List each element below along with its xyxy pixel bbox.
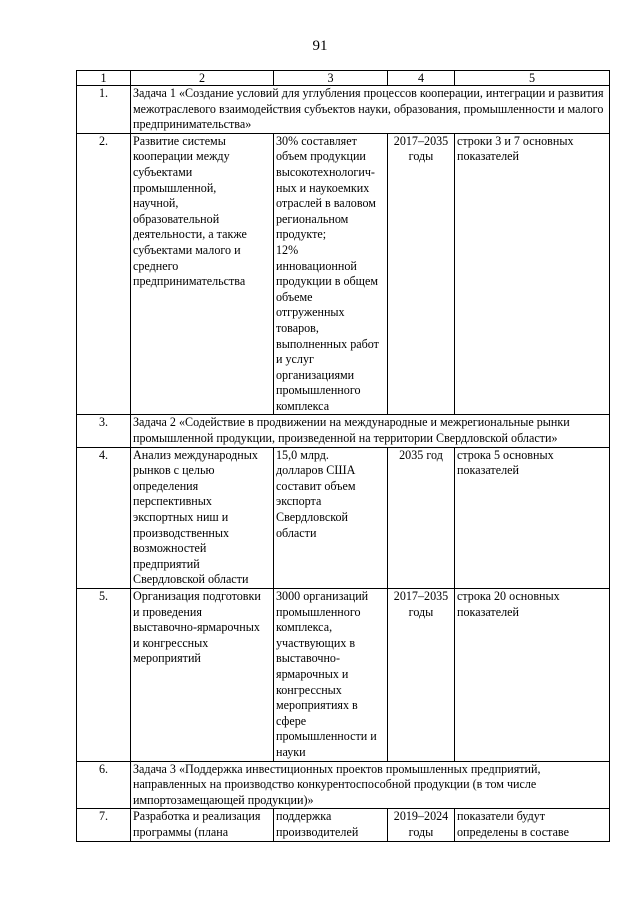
table-row-task: [77, 86, 610, 134]
indicators-cell: показатели будут определены в составе: [455, 809, 610, 841]
row-number: 3.: [77, 415, 131, 447]
period-cell: 2017–2035 годы: [388, 133, 455, 415]
measures-table: [76, 70, 610, 842]
indicators-cell: строка 20 основных показателей: [455, 589, 610, 762]
row-number: 2.: [77, 133, 131, 415]
row-number: 7.: [77, 809, 131, 841]
table-row-task: [77, 415, 610, 447]
period-cell: 2019–2024 годы: [388, 809, 455, 841]
table-row: [77, 809, 610, 841]
period-cell: 2017–2035 годы: [388, 589, 455, 762]
header-cell: 3: [274, 71, 388, 86]
task-heading: Задача 1 «Создание условий для углубления процессов кооперации, интеграции и развития межотраслевого взаимодействия субъектов науки, образования, промышленности и малого предпринимательства»: [131, 86, 610, 134]
activity-cell: Анализ международных рынков с целью определения перспективных экспортных ниш и производственных возможностей предприятий Свердловской области: [131, 447, 274, 588]
row-number: 5.: [77, 589, 131, 762]
header-cell: 2: [131, 71, 274, 86]
table-row: [77, 133, 610, 415]
table-row: [77, 447, 610, 588]
indicators-cell: строки 3 и 7 основных показателей: [455, 133, 610, 415]
task-heading: Задача 2 «Содействие в продвижении на международные и межрегиональные рынки промышленной продукции, произведенной на территории Свердловской области»: [131, 415, 610, 447]
period-cell: 2035 год: [388, 447, 455, 588]
activity-cell: Развитие системы кооперации между субъектами промышленной, научной, образовательной деятельности, а также субъектами малого и среднего предпринимательства: [131, 133, 274, 415]
result-cell: 3000 организаций промышленного комплекса, участвующих в выставочно- ярмарочных и конгрессных мероприятиях в сфере промышленности и науки: [274, 589, 388, 762]
table-row-task: [77, 761, 610, 809]
task-heading: Задача 3 «Поддержка инвестиционных проектов промышленных предприятий, направленных на производство конкурентоспособной продукции (в том числе импортозамещающей продукции)»: [131, 761, 610, 809]
row-number: 1.: [77, 86, 131, 134]
row-number: 6.: [77, 761, 131, 809]
result-cell: поддержка производителей: [274, 809, 388, 841]
row-number: 4.: [77, 447, 131, 588]
header-cell: 4: [388, 71, 455, 86]
table-header-row: [77, 71, 610, 86]
header-cell: 1: [77, 71, 131, 86]
indicators-cell: строка 5 основных показателей: [455, 447, 610, 588]
activity-cell: Разработка и реализация программы (плана: [131, 809, 274, 841]
activity-cell: Организация подготовки и проведения выставочно-ярмарочных и конгрессных мероприятий: [131, 589, 274, 762]
page-number: 91: [312, 38, 328, 54]
table-row: [77, 589, 610, 762]
result-cell: 30% составляет объем продукции высокотехнологич- ных и наукоемких отраслей в валовом региональном продукте; 12% инновационной продукции в общем объеме отгруженных товаров, выполненных работ и услуг организациями промышленного комплекса: [274, 133, 388, 415]
result-cell: 15,0 млрд. долларов США составит объем экспорта Свердловской области: [274, 447, 388, 588]
header-cell: 5: [455, 71, 610, 86]
